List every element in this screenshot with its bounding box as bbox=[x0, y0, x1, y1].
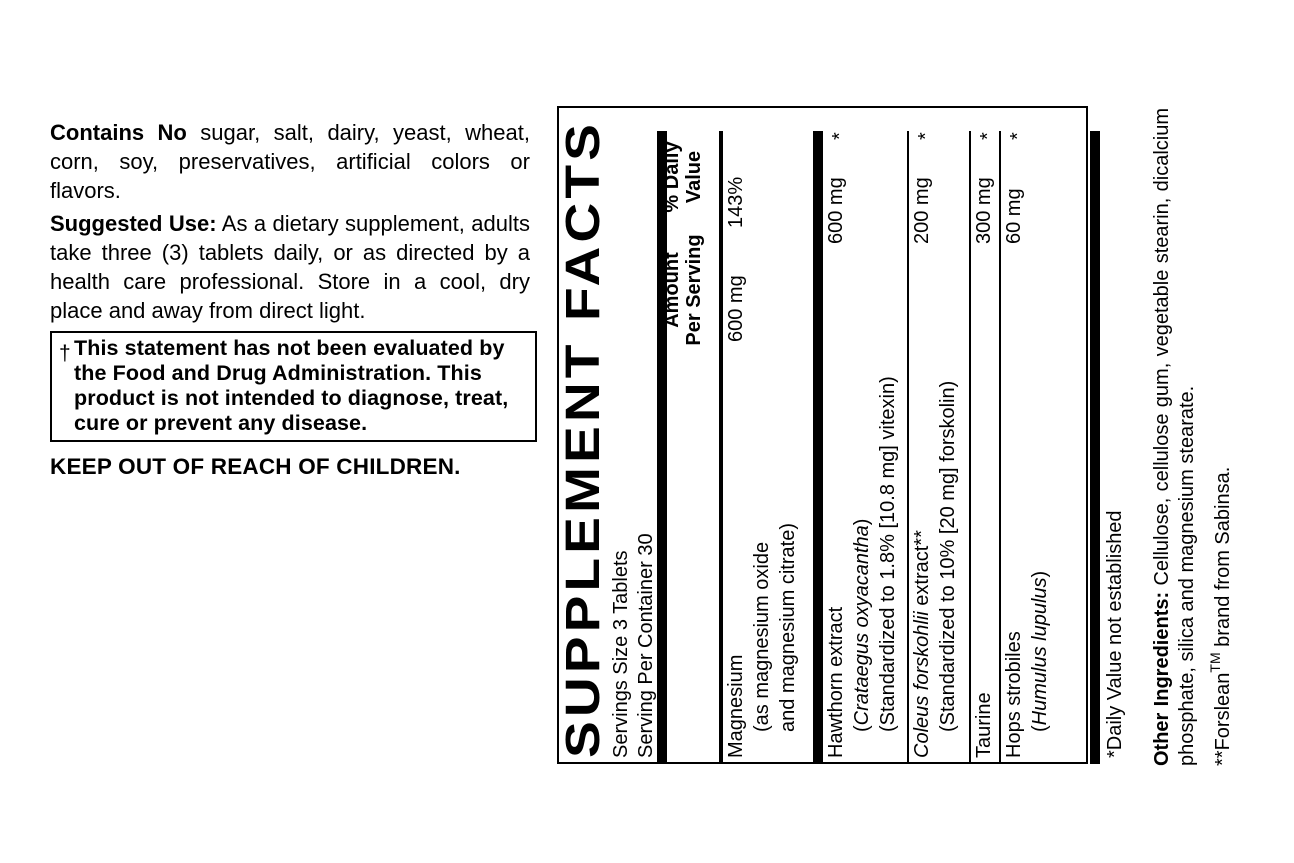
dv-header-line2: Value bbox=[683, 150, 705, 204]
other-ingredients-text: Cellulose, cellulose gum, vegetable stearin, dicalcium phosphate, silica and magnesium stearate. bbox=[1151, 108, 1198, 766]
botanical-name: Crataegus oxyacantha bbox=[851, 525, 873, 726]
nutrient-name: Hawthorn extract bbox=[825, 606, 847, 758]
nutrient-standardization: (Standardized to 1.8% [10.8 mg] vitexin) bbox=[877, 376, 899, 732]
amount-hops: 60 mg bbox=[1003, 188, 1025, 244]
serving-info bbox=[609, 533, 659, 758]
contains-no-label: Contains No bbox=[50, 120, 187, 145]
botanical-name: Humulus lupulus bbox=[1029, 577, 1051, 726]
dv-coleus: * bbox=[915, 132, 937, 140]
nutrient-name: Taurine bbox=[973, 692, 995, 758]
nutrient-name: Hops strobiles bbox=[1003, 631, 1025, 758]
supplement-facts-panel bbox=[557, 106, 1088, 764]
label-left-column bbox=[50, 118, 530, 481]
nutrient-row-hawthorn: Hawthorn extract (Crataegus oxyacantha) (Standardized to 1.8% [10.8 mg] vitexin) bbox=[825, 376, 899, 758]
amount-coleus: 200 mg bbox=[911, 177, 933, 244]
amount-per-serving-header bbox=[661, 234, 705, 346]
nutrient-row-hops: Hops strobiles (Humulus lupulus) bbox=[1003, 570, 1051, 758]
amount-taurine: 300 mg bbox=[973, 177, 995, 244]
forslean-prefix: **Forslean bbox=[1212, 672, 1234, 766]
amount-hawthorn: 600 mg bbox=[825, 177, 847, 244]
nutrient-row-taurine bbox=[971, 692, 997, 758]
amount-magnesium: 600 mg bbox=[725, 275, 747, 342]
thick-divider-bottom bbox=[1090, 131, 1100, 764]
suggested-use-text: As a dietary supplement, adults take three (3) tablets daily, or as directed by a health care professional. Store in a cool, dry place and away from direct light. bbox=[50, 211, 530, 323]
trademark-symbol: TM bbox=[1207, 652, 1223, 673]
dv-hawthorn: * bbox=[829, 132, 851, 140]
servings-per-container: Serving Per Container 30 bbox=[635, 533, 657, 758]
nutrient-standardization: (Standardized to 10% [20 mg] forskolin) bbox=[937, 380, 959, 732]
amount-header-line1: Amount bbox=[661, 252, 683, 328]
suggested-use-label: Suggested Use: bbox=[50, 211, 217, 236]
suggested-use-paragraph bbox=[50, 209, 530, 325]
supplement-facts-title: SUPPLEMENT FACTS bbox=[557, 120, 610, 758]
other-ingredients-label: Other Ingredients: bbox=[1151, 591, 1173, 766]
nutrient-row-magnesium bbox=[723, 523, 801, 758]
amount-header-line2: Per Serving bbox=[683, 234, 705, 346]
fda-disclaimer-text: This statement has not been evaluated by the Food and Drug Administration. This product is not intended to diagnose, treat, cure or prevent any disease. bbox=[74, 336, 509, 435]
fda-disclaimer-box bbox=[50, 331, 537, 442]
nutrient-source: (as magnesium oxide bbox=[751, 541, 773, 732]
dv-taurine: * bbox=[977, 132, 999, 140]
serving-size: Servings Size 3 Tablets bbox=[610, 550, 632, 758]
other-ingredients bbox=[1150, 108, 1200, 766]
thick-divider-mid bbox=[813, 131, 823, 764]
dv-header-line1: % Daily bbox=[661, 141, 683, 213]
forslean-suffix: brand from Sabinsa. bbox=[1212, 466, 1234, 653]
nutrient-row-coleus bbox=[909, 381, 961, 758]
dv-hops: * bbox=[1007, 132, 1029, 140]
daily-value-header bbox=[661, 122, 705, 232]
dv-magnesium: 143% bbox=[725, 176, 747, 228]
forslean-note bbox=[1207, 466, 1236, 766]
nutrient-source: and magnesium citrate) bbox=[777, 523, 799, 732]
botanical-name: Coleus forskohlii bbox=[911, 611, 933, 758]
contains-no-text: sugar, salt, dairy, yeast, wheat, corn, soy, preservatives, artificial colors or flavors. bbox=[50, 120, 530, 203]
keep-out-of-reach-warning: KEEP OUT OF REACH OF CHILDREN. bbox=[50, 454, 461, 479]
nutrient-name: Magnesium bbox=[725, 654, 747, 758]
dagger-symbol: † bbox=[59, 342, 71, 365]
nutrient-name: extract** bbox=[911, 530, 933, 612]
daily-value-footnote: *Daily Value not established bbox=[1104, 510, 1126, 758]
contains-no-paragraph bbox=[50, 118, 530, 205]
facts-footer-area bbox=[1088, 106, 1234, 766]
